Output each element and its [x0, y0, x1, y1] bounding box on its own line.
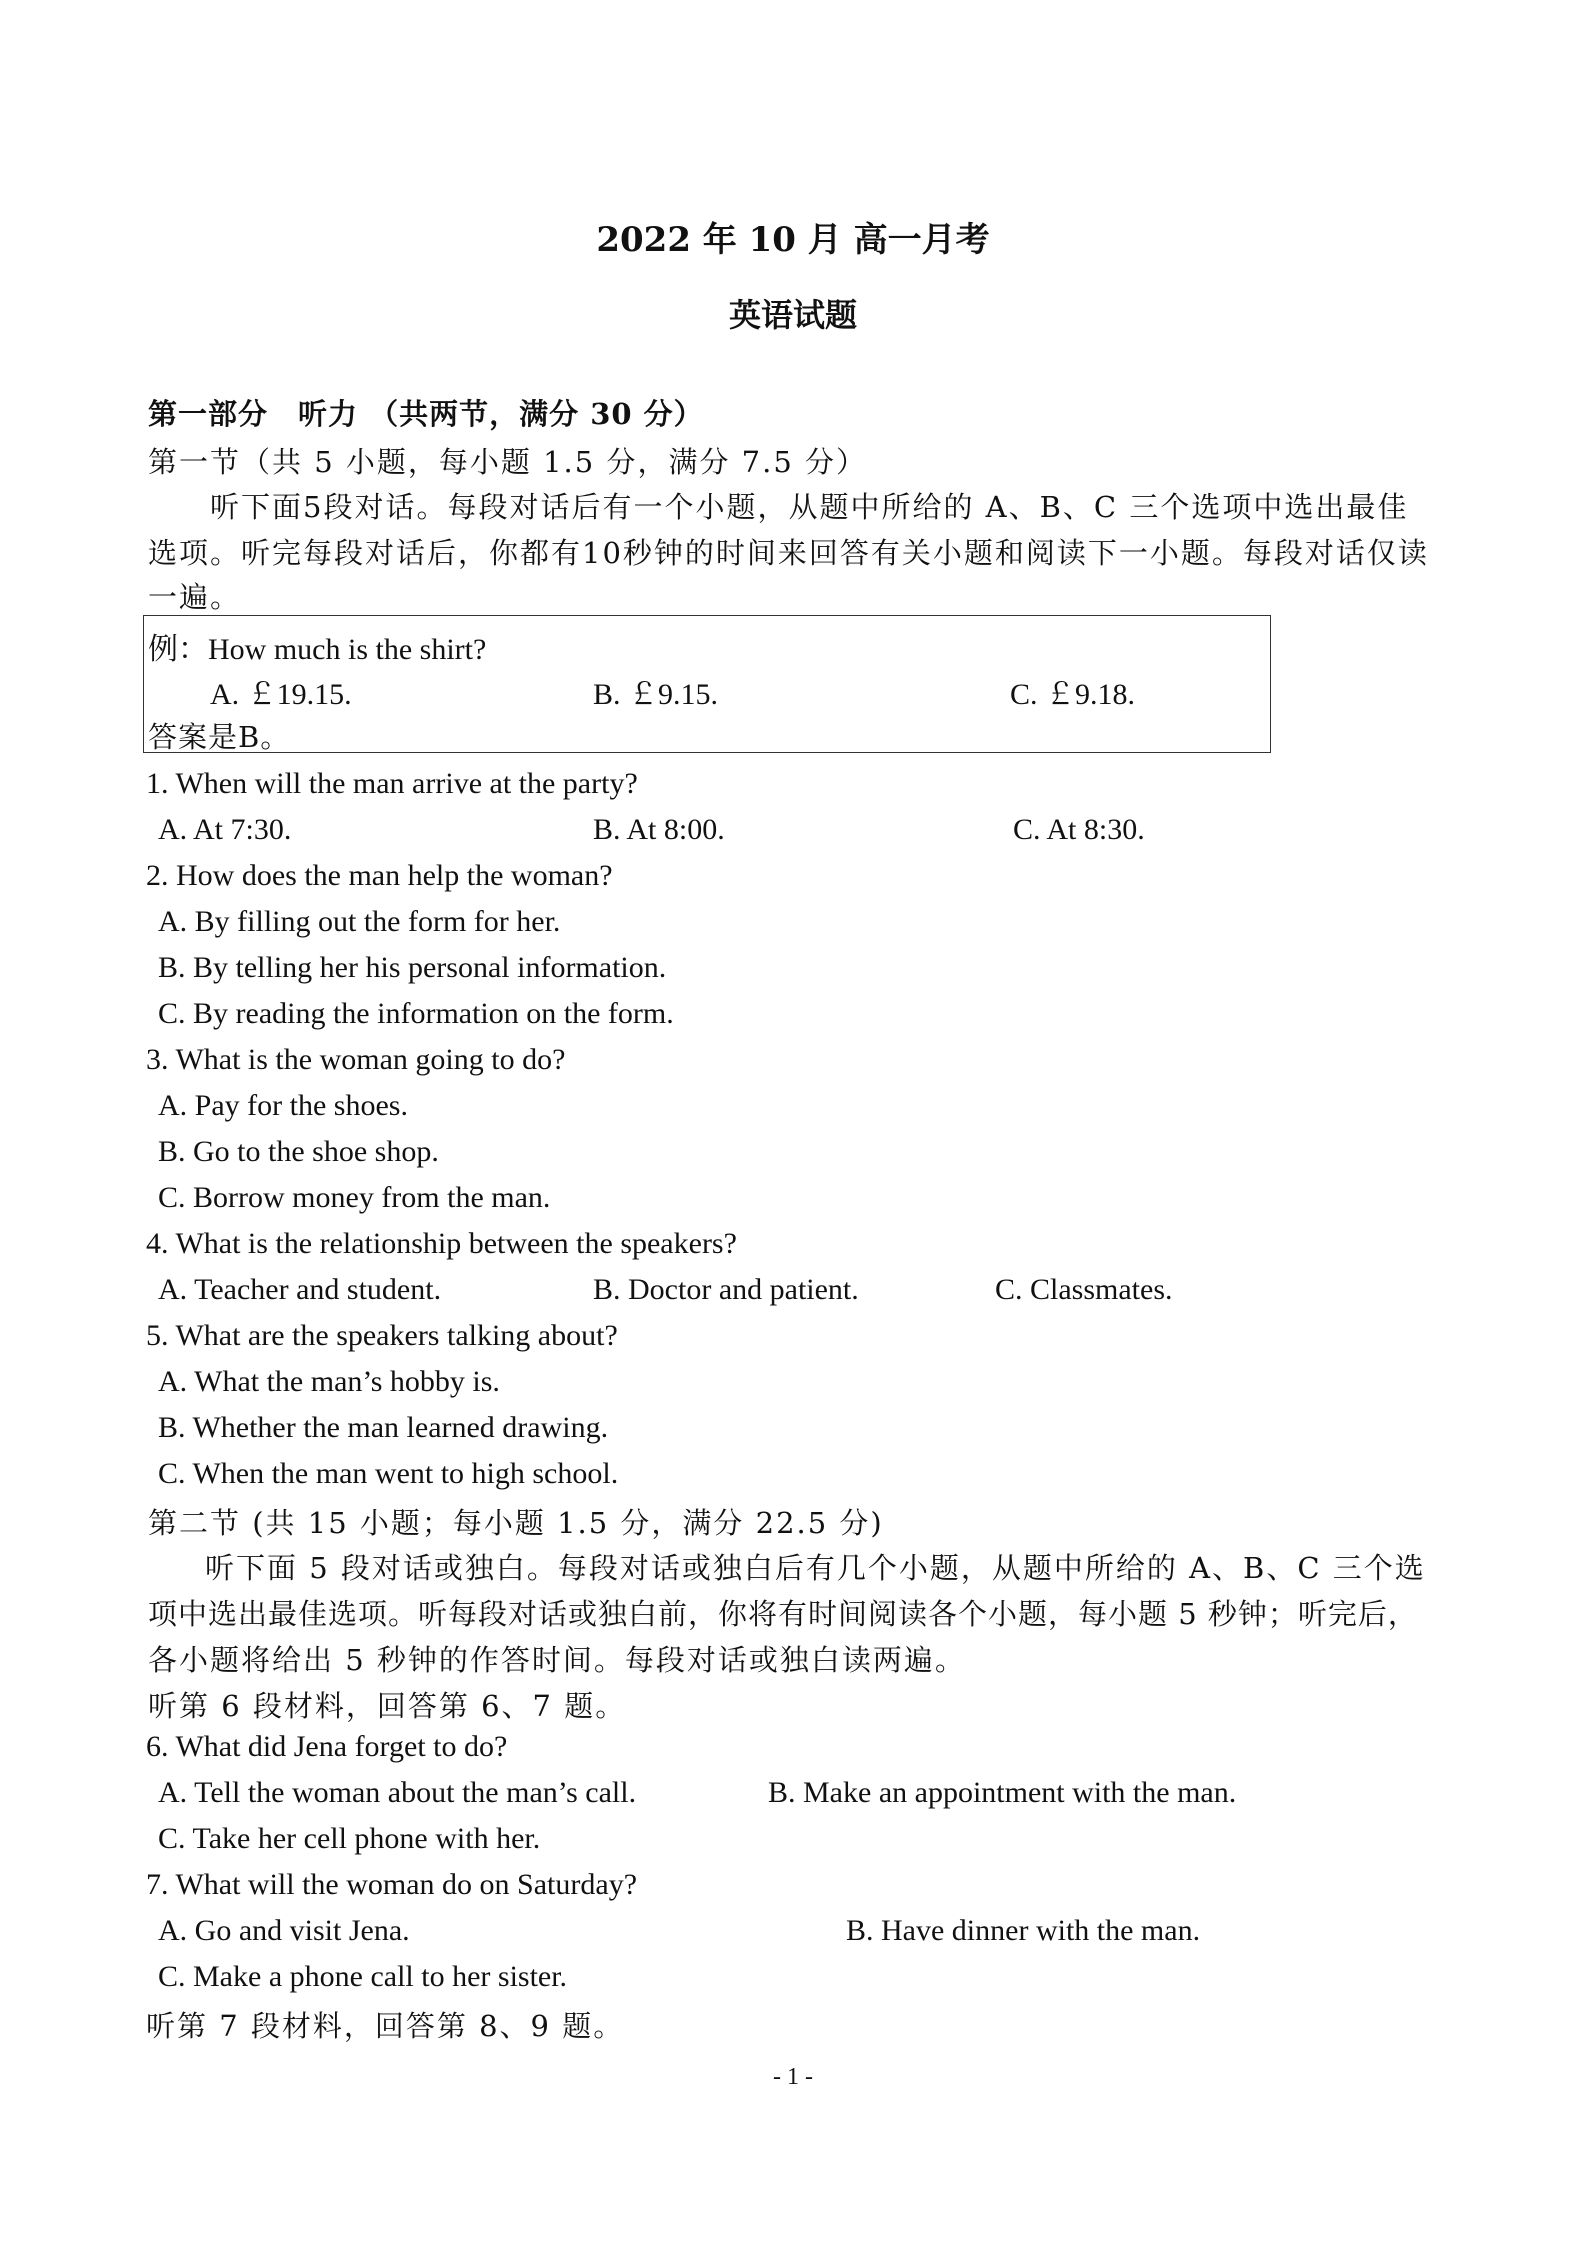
q7-option-a: A. Go and visit Jena. [158, 1914, 410, 1947]
section2-instruction-line3: 各小题将给出 5 秒钟的作答时间。每段对话或独白读两遍。 [148, 1643, 966, 1677]
example-answer: 答案是B。 [148, 720, 291, 754]
q2-option-c: C. By reading the information on the form. [158, 997, 674, 1030]
example-option-a: A. ￡19.15. [210, 678, 352, 711]
q2-option-a: A. By filling out the form for her. [158, 905, 561, 938]
example-option-b: B. ￡9.15. [593, 678, 719, 711]
q6-option-a: A. Tell the woman about the man’s call. [158, 1776, 637, 1809]
q3-option-a: A. Pay for the shoes. [158, 1089, 408, 1122]
section2-heading: 第二节 (共 15 小题；每小题 1.5 分，满分 22.5 分) [148, 1506, 884, 1540]
material-7-label: 听第 7 段材料，回答第 8、9 题。 [146, 2009, 625, 2043]
q5-option-b: B. Whether the man learned drawing. [158, 1411, 609, 1444]
question-3: 3. What is the woman going to do? [146, 1043, 566, 1076]
example-option-c: C. ￡9.18. [1010, 678, 1136, 711]
section1-heading: 第一节（共 5 小题，每小题 1.5 分，满分 7.5 分） [148, 445, 868, 479]
question-1: 1. When will the man arrive at the party? [146, 767, 638, 800]
exam-subtitle: 英语试题 [728, 296, 857, 334]
q1-option-b: B. At 8:00. [593, 813, 725, 846]
section1-instruction-line3: 一遍。 [148, 580, 242, 614]
section2-instruction-line2: 项中选出最佳选项。听每段对话或独白前，你将有时间阅读各个小题，每小题 5 秒钟；听完后， [148, 1597, 1418, 1631]
material-6-label: 听第 6 段材料，回答第 6、7 题。 [148, 1689, 627, 1723]
q6-option-c: C. Take her cell phone with her. [158, 1822, 541, 1855]
question-7: 7. What will the woman do on Saturday? [146, 1868, 638, 1901]
q6-option-b: B. Make an appointment with the man. [768, 1776, 1237, 1809]
q3-option-b: B. Go to the shoe shop. [158, 1135, 439, 1168]
section1-instruction-line2: 选项。听完每段对话后，你都有10秒钟的时间来回答有关小题和阅读下一小题。每段对话仅读 [148, 536, 1429, 570]
q3-option-c: C. Borrow money from the man. [158, 1181, 551, 1214]
q4-option-a: A. Teacher and student. [158, 1273, 442, 1306]
q5-option-a: A. What the man’s hobby is. [158, 1365, 500, 1398]
q5-option-c: C. When the man went to high school. [158, 1457, 619, 1490]
q7-option-b: B. Have dinner with the man. [846, 1914, 1201, 1947]
section2-instruction-line1: 听下面 5 段对话或独白。每段对话或独白后有几个小题，从题中所给的 A、B、C 三个选 [205, 1551, 1426, 1585]
question-2: 2. How does the man help the woman? [146, 859, 613, 892]
q4-option-c: C. Classmates. [995, 1273, 1173, 1306]
q1-option-a: A. At 7:30. [158, 813, 292, 846]
question-4: 4. What is the relationship between the speakers? [146, 1227, 737, 1260]
part1-heading: 第一部分 听力 （共两节，满分 30 分） [148, 397, 704, 431]
q7-option-c: C. Make a phone call to her sister. [158, 1960, 568, 1993]
question-5: 5. What are the speakers talking about? [146, 1319, 618, 1352]
section1-instruction-line1: 听下面5段对话。每段对话后有一个小题，从题中所给的 A、B、C 三个选项中选出最佳 [210, 490, 1409, 524]
example-question: 例：How much is the shirt? [148, 633, 487, 666]
page-number: - 1 - [773, 2064, 813, 2090]
q4-option-b: B. Doctor and patient. [593, 1273, 859, 1306]
q2-option-b: B. By telling her his personal information. [158, 951, 667, 984]
question-6: 6. What did Jena forget to do? [146, 1730, 508, 1763]
q1-option-c: C. At 8:30. [1013, 813, 1145, 846]
exam-title: 2022 年 10 月 高一月考 [596, 220, 990, 260]
